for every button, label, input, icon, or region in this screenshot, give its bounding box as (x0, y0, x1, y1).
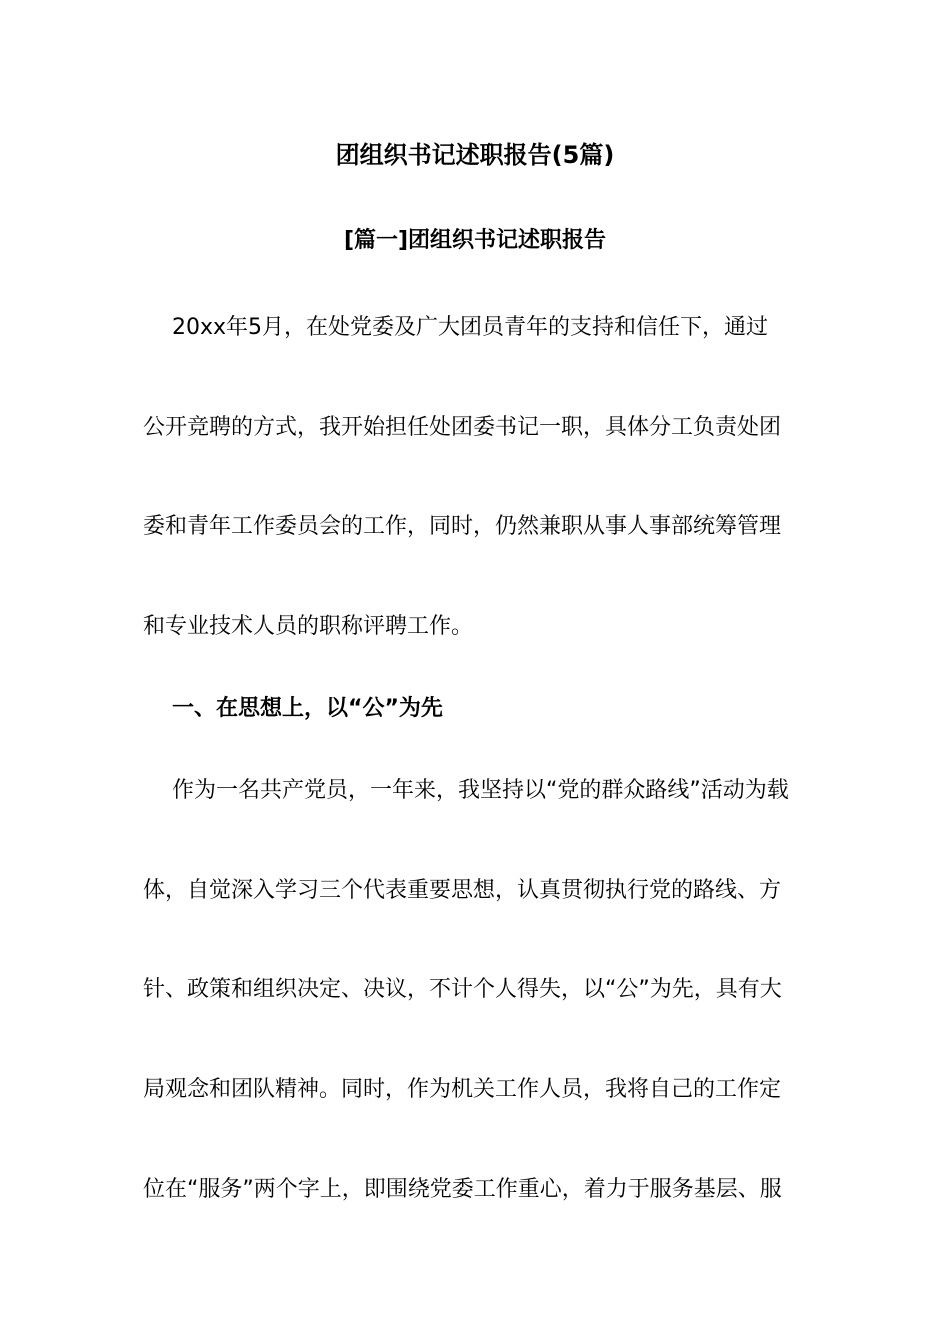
section-heading: 一、在思想上，以“公”为先 (172, 696, 443, 721)
document-title: 团组织书记述职报告(5篇) (335, 141, 615, 169)
paragraph-line: 委和青年工作委员会的工作，同时，仍然兼职从事人事部统筹管理 (143, 514, 782, 539)
paragraph-line: 局观念和团队精神。同时，作为机关工作人员，我将自己的工作定 (143, 1077, 782, 1102)
paragraph-line: 体，自觉深入学习三个代表重要思想，认真贯彻执行党的路线、方 (143, 878, 782, 903)
paragraph-line: 位在“服务”两个字上，即围绕党委工作重心，着力于服务基层、服 (143, 1177, 782, 1202)
document-subtitle: [篇一]团组织书记述职报告 (343, 228, 607, 253)
paragraph-line: 公开竞聘的方式，我开始担任处团委书记一职，具体分工负责处团 (143, 415, 782, 440)
paragraph-line: 和专业技术人员的职称评聘工作。 (143, 614, 474, 639)
paragraph-line: 针、政策和组织决定、决议，不计个人得失，以“公”为先，具有大 (143, 977, 782, 1002)
paragraph-line: 20xx年5月，在处党委及广大团员青年的支持和信任下，通过 (172, 315, 769, 340)
paragraph-line: 作为一名共产党员，一年来，我坚持以“党的群众路线”活动为载 (172, 778, 789, 803)
